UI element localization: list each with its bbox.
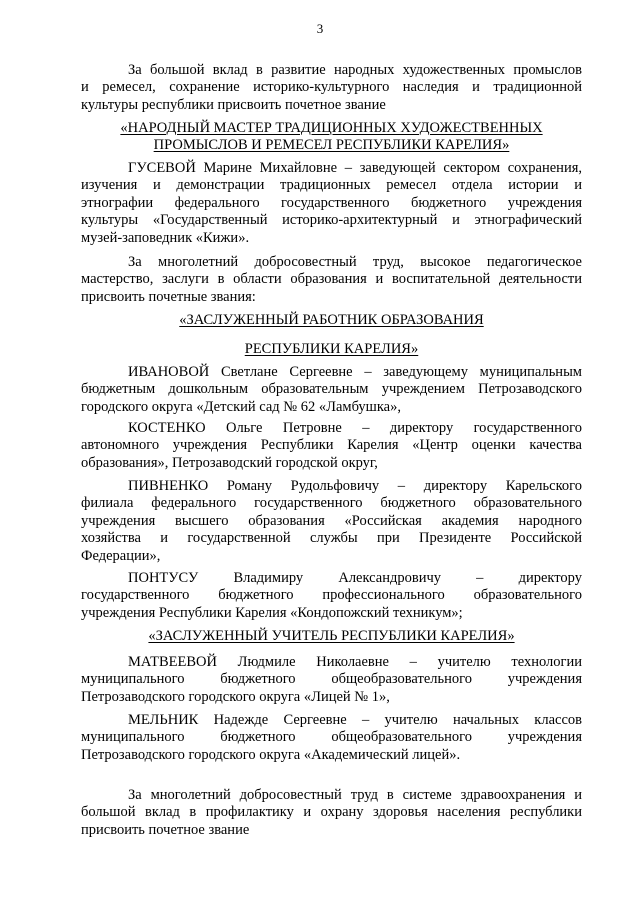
award-title-line: «ЗАСЛУЖЕННЫЙ РАБОТНИК ОБРАЗОВАНИЯ [179,312,484,328]
text-line: Федерации», [81,547,161,564]
award-title-line: «НАРОДНЫЙ МАСТЕР ТРАДИЦИОННЫХ ХУДОЖЕСТВЕННЫХ [120,120,543,136]
text-line: ПОНТУСУ Владимиру Александровичу – директору [128,570,582,586]
text-line: присвоить почетные звания: [81,288,256,305]
nominee-guseva [81,160,582,247]
text-line: За многолетний добросовестный труд в системе здравоохранения и [128,787,582,803]
text-line: культуры «Государственный историко-архитектурный и этнографический [81,212,582,229]
text-line: большой вклад в профилактику и охрану здоровья населения республики [81,804,582,821]
award-title-education-worker [81,312,582,359]
text-line: учреждения высшего образования «Российская академия народного [81,512,582,529]
intro-paragraph-healthcare [81,787,582,839]
award-title-line: «ЗАСЛУЖЕННЫЙ УЧИТЕЛЬ РЕСПУБЛИКИ КАРЕЛИЯ» [148,628,515,644]
text-line: городского округа «Детский сад № 62 «Ламбушка», [81,398,401,415]
nominee-matveeva [81,654,582,706]
award-title-line: РЕСПУБЛИКИ КАРЕЛИЯ» [244,341,419,358]
intro-paragraph-crafts [81,62,582,114]
text-line: ПИВНЕНКО Роману Рудольфовичу – директору Карельского [128,478,582,494]
text-line: государственного бюджетного профессионального образовательного [81,587,582,604]
text-line: этнографии федерального государственного бюджетного учреждения [81,194,582,211]
text-line: За большой вклад в развитие народных художественных промыслов [128,62,582,78]
text-line: и ремесел, сохранение историко-культурного наследия и традиционной [81,79,582,96]
text-line: МЕЛЬНИК Надежде Сергеевне – учителю начальных классов [128,712,582,728]
nominee-pontusu [81,570,582,622]
text-line: КОСТЕНКО Ольге Петровне – директору государственного [128,420,582,436]
text-line: бюджетным дошкольным образовательным учреждением Петрозаводского [81,381,582,398]
text-line: За многолетний добросовестный труд, высокое педагогическое [128,254,582,270]
text-line: учреждения Республики Карелия «Кондопожский техникум»; [81,604,463,621]
text-line: МАТВЕЕВОЙ Людмиле Николаевне – учителю технологии [128,654,582,670]
text-line: хозяйства и государственной службы при Президенте Российской [81,530,582,547]
text-line: ИВАНОВОЙ Светлане Сергеевне – заведующему муниципальным [128,364,582,380]
intro-paragraph-education [81,254,582,306]
page-number: 3 [316,21,324,36]
text-line: изучения и демонстрации традиционных ремесел отдела истории и [81,177,582,194]
text-line: присвоить почетное звание [81,821,250,838]
text-line: Петрозаводского городского округа «Лицей № 1», [81,688,390,705]
text-line: музей-заповедник «Кижи». [81,229,250,246]
text-line: мастерство, заслуги в области образования и воспитательной деятельности [81,271,582,288]
award-title-line: ПРОМЫСЛОВ И РЕМЕСЕЛ РЕСПУБЛИКИ КАРЕЛИЯ» [153,137,510,154]
text-line: филиала федерального государственного бюджетного образовательного [81,495,582,512]
nominee-melnik [81,712,582,764]
text-line: муниципального бюджетного общеобразовательного учреждения [81,671,582,688]
text-line: образования», Петрозаводский городской округ, [81,454,378,471]
text-line: ГУСЕВОЙ Марине Михайловне – заведующей сектором сохранения, [128,160,582,176]
text-line: культуры республики присвоить почетное звание [81,96,386,113]
nominee-ivanova [81,364,582,416]
nominee-kostenko [81,420,582,472]
award-title-teacher [81,628,582,645]
nominee-pivnenko [81,478,582,565]
text-line: автономного учреждения Республики Карелия «Центр оценки качества [81,437,582,454]
text-line: Петрозаводского городского округа «Академический лицей». [81,746,461,763]
award-title-folk-master [81,120,582,155]
text-line: муниципального бюджетного общеобразовательного учреждения [81,729,582,746]
